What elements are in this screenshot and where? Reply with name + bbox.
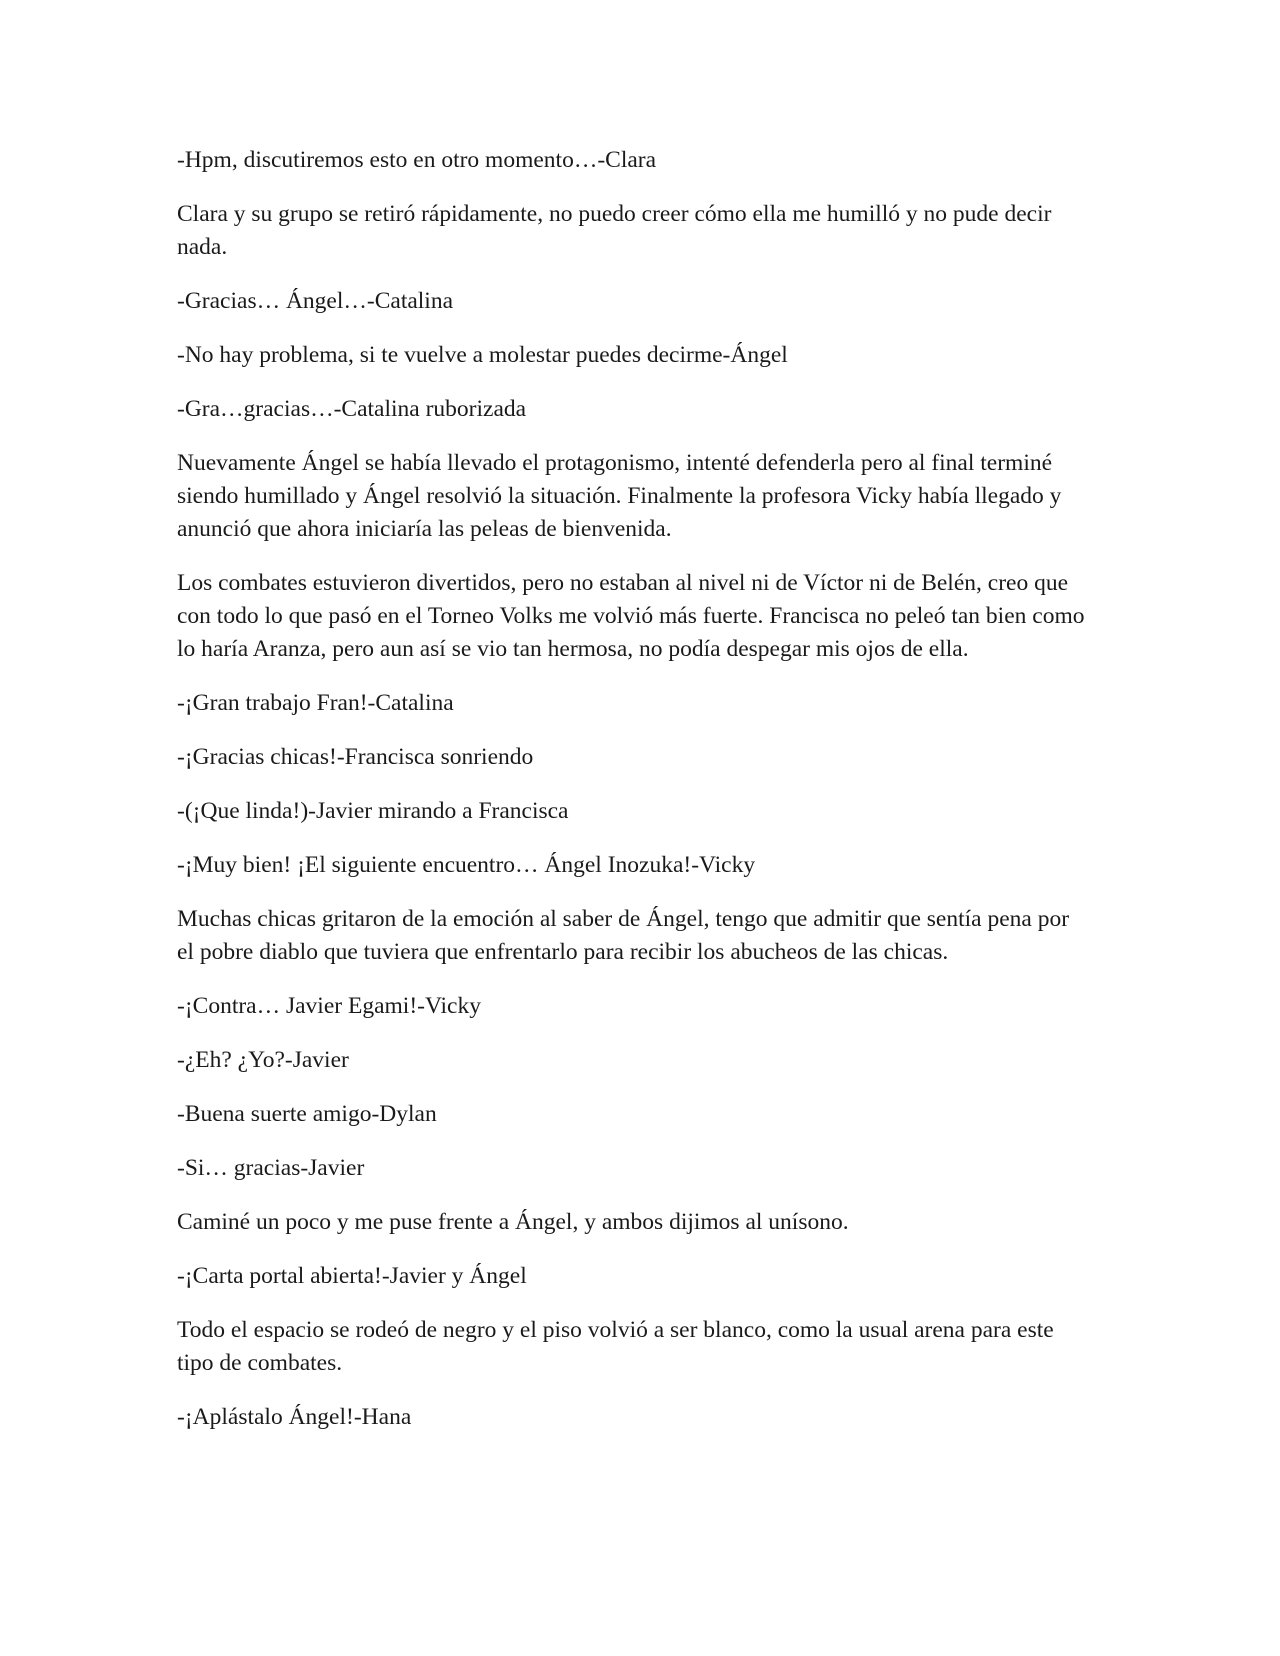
paragraph: -¡Gran trabajo Fran!-Catalina bbox=[177, 690, 454, 716]
paragraph: Los combates estuvieron divertidos, pero no estaban al nivel ni de Víctor ni de Belén, creo que con todo lo que pasó en el Torneo Volks me volvió más fuerte. Francisca no peleó tan bien como lo haría Aranza, pero aun así se vio tan hermosa, no podía despegar mis ojos de ella. bbox=[177, 570, 1085, 662]
paragraph: -¡Muy bien! ¡El siguiente encuentro… Ángel Inozuka!-Vicky bbox=[177, 852, 756, 878]
paragraph: -¡Contra… Javier Egami!-Vicky bbox=[177, 993, 481, 1019]
paragraph: -¡Gracias chicas!-Francisca sonriendo bbox=[177, 744, 534, 770]
paragraph: -¿Eh? ¿Yo?-Javier bbox=[177, 1047, 349, 1073]
paragraph: Caminé un poco y me puse frente a Ángel, y ambos dijimos al unísono. bbox=[177, 1209, 849, 1235]
paragraph: -Gracias… Ángel…-Catalina bbox=[177, 288, 454, 314]
paragraph: -¡Aplástalo Ángel!-Hana bbox=[177, 1404, 412, 1430]
paragraph: -Buena suerte amigo-Dylan bbox=[177, 1101, 437, 1127]
paragraph: Nuevamente Ángel se había llevado el protagonismo, intenté defenderla pero al final terminé siendo humillado y Ángel resolvió la situación. Finalmente la profesora Vicky había llegado y anunció que ahora iniciaría las peleas de bienvenida. bbox=[177, 450, 1062, 542]
paragraph: Muchas chicas gritaron de la emoción al saber de Ángel, tengo que admitir que sentía pena por el pobre diablo que tuviera que enfrentarlo para recibir los abucheos de las chicas. bbox=[177, 906, 1070, 965]
paragraph: Clara y su grupo se retiró rápidamente, no puedo creer cómo ella me humilló y no pude decir nada. bbox=[177, 201, 1052, 260]
paragraph: -¡Carta portal abierta!-Javier y Ángel bbox=[177, 1263, 527, 1289]
paragraph: -Si… gracias-Javier bbox=[177, 1155, 365, 1181]
paragraph: -Hpm, discutiremos esto en otro momento…-Clara bbox=[177, 147, 657, 173]
paragraph: -(¡Que linda!)-Javier mirando a Francisca bbox=[177, 798, 569, 824]
paragraph: Todo el espacio se rodeó de negro y el piso volvió a ser blanco, como la usual arena para este tipo de combates. bbox=[177, 1317, 1054, 1376]
paragraph: -Gra…gracias…-Catalina ruborizada bbox=[177, 396, 527, 422]
paragraph: -No hay problema, si te vuelve a molestar puedes decirme-Ángel bbox=[177, 342, 788, 368]
